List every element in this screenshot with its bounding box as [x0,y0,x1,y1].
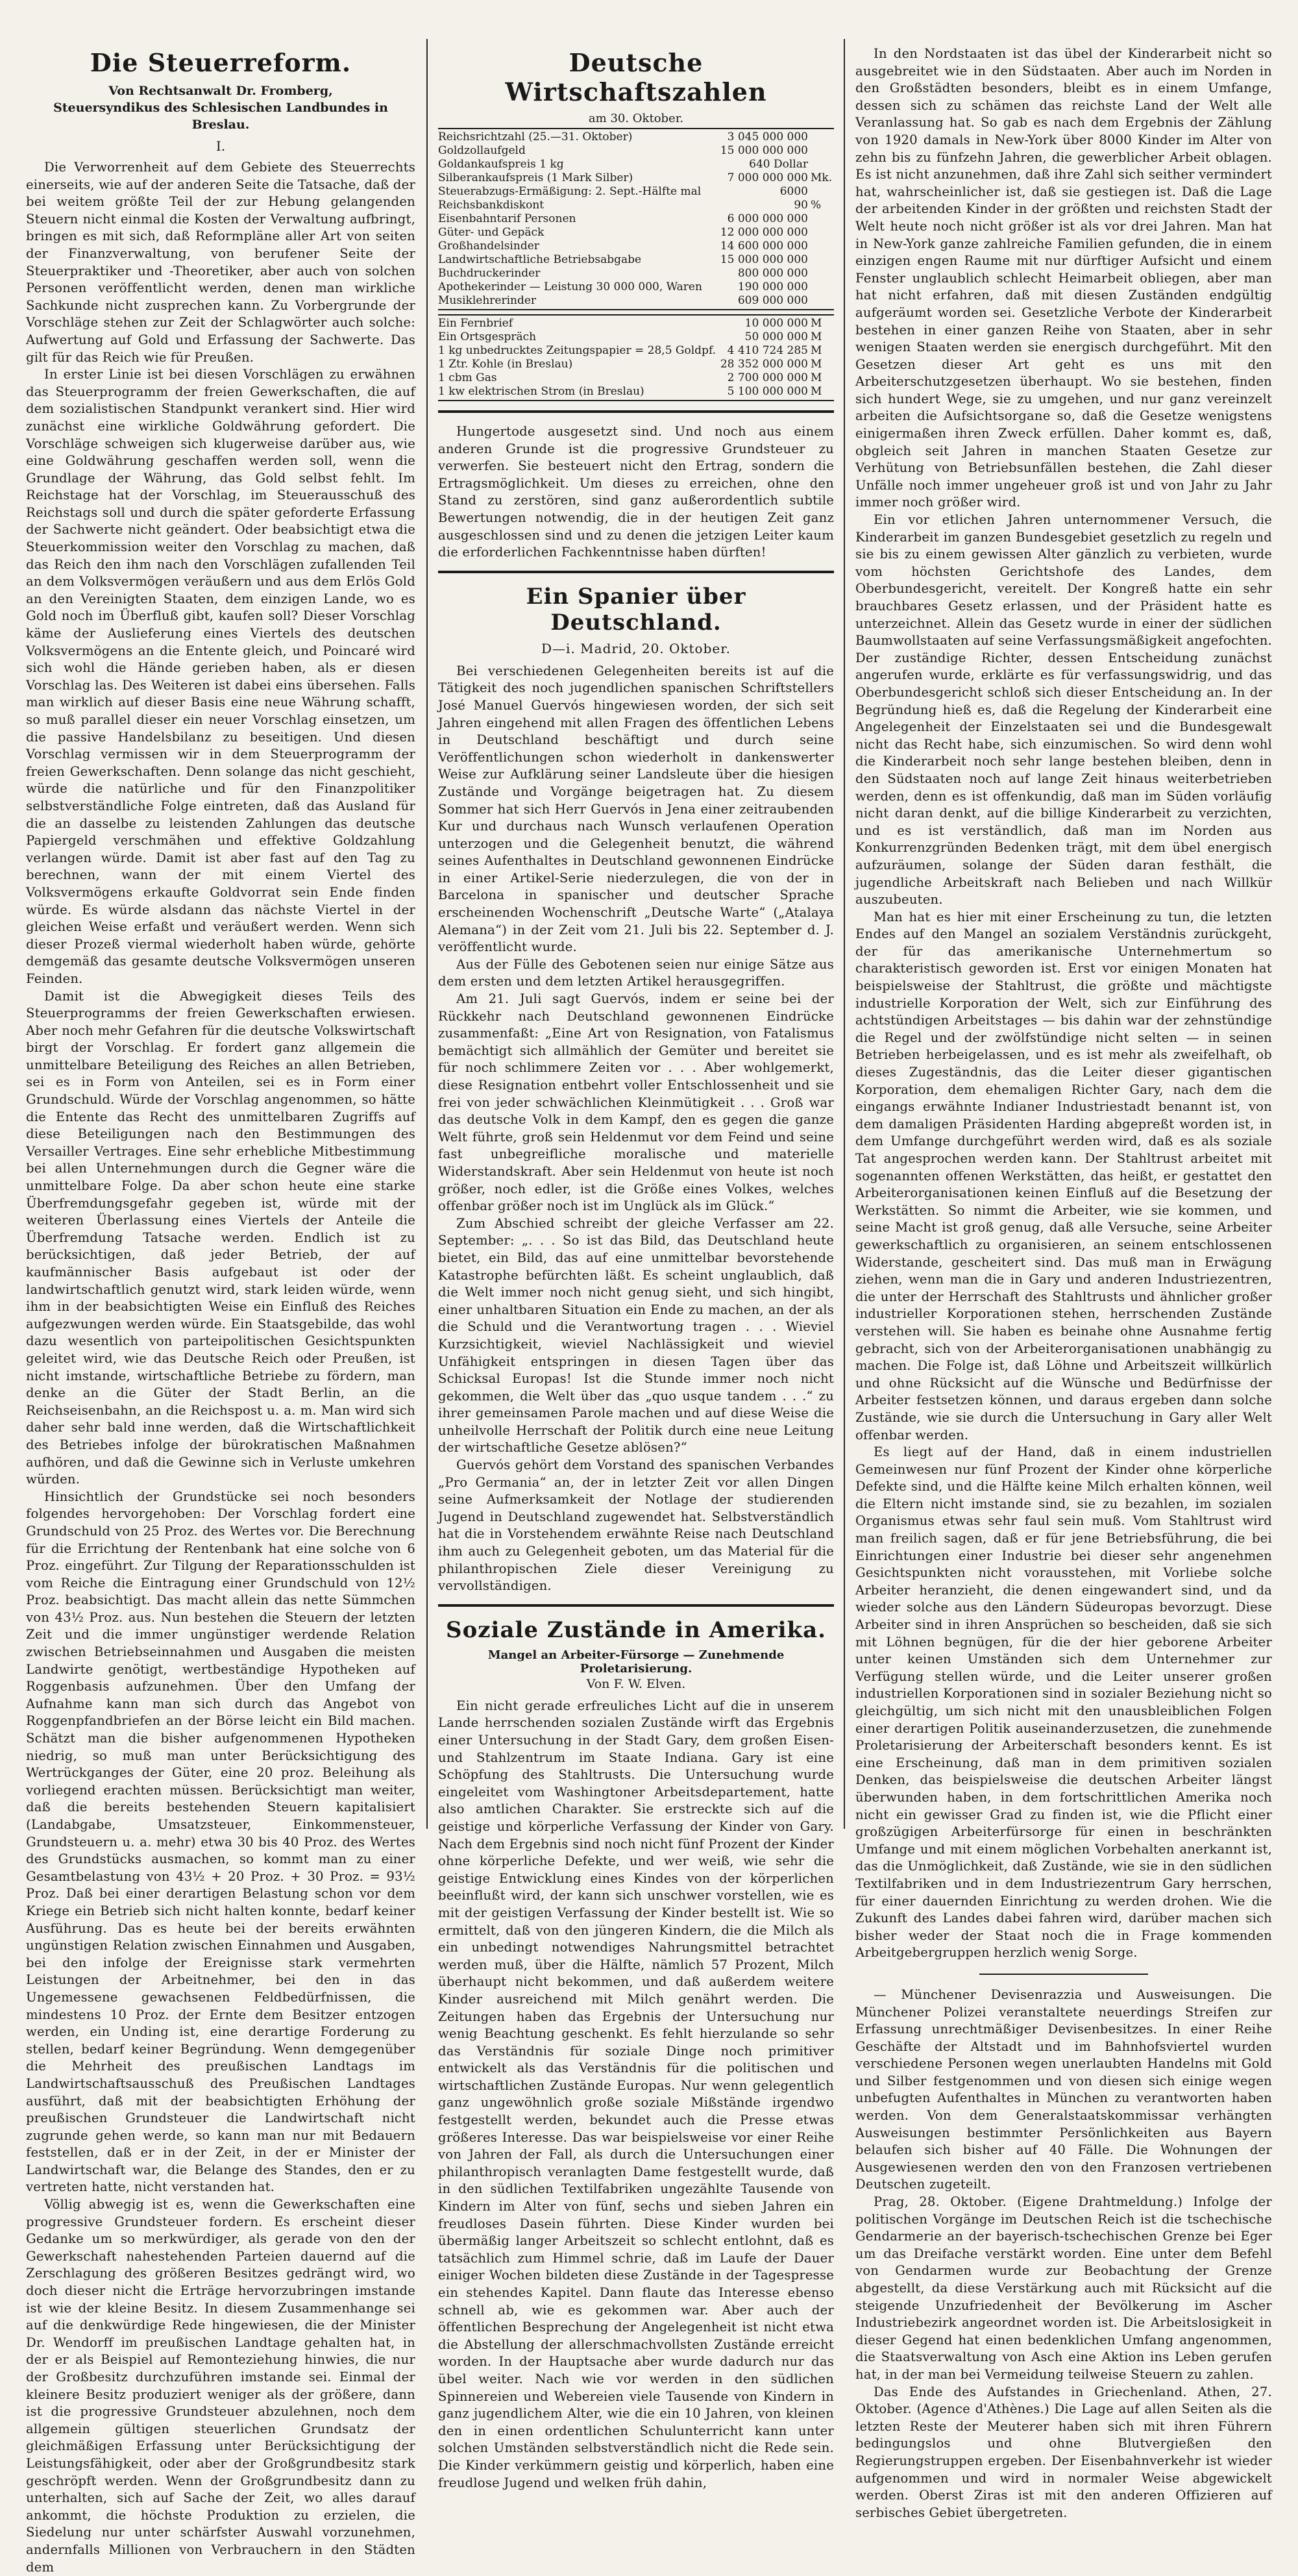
stats-label: Goldzollaufgeld [438,144,526,157]
stats-label: 1 Ztr. Kohle (in Breslau) [438,358,573,371]
article-paragraph: Ein vor etlichen Jahren unternommener Versuch, die Kinderarbeit im ganzen Bundesgebiet gesetzlich zu regeln und sie bis zu einem gewissen Alter gänzlich zu verbieten, wurde vom höchsten Gerichtshofe des Landes, dem Oberbundesgericht, vereitelt. Der Kongreß hatte ein sehr brauchbares Gesetz erlassen, und der Präsident hatte es unterzeichnet. Allein das Gesetz wurde in einer der südlichen Baumwollstaaten auf seine Verfassungsmäßigkeit angefochten. Der zuständige Richter, dessen Entscheidung zunächst angerufen wurde, erklärte es für verfassungswidrig, und das Oberbundesgericht schloß sich dieser Entscheidung an. In der Begründung hieß es, daß die Regelung der Kinderarbeit eine Angelegenheit der Einzelstaaten sei und die Bundesgewalt nicht das Recht habe, sich einzumischen. So wird denn wohl die Kinderarbeit noch sehr lange bestehen bleiben, denn in den Südstaaten noch auf lange Zeit hinaus weiterbetrieben werden, denn es ist offenkundig, daß man im Süden vorläufig nicht daran denkt, auf die billige Kinderarbeit zu verzichten, und es ist verständlich, daß man im Norden aus Konkurrenzgründen Bedenken trägt, mit dem übel energisch aufzuräumen, solange der Süden daran festhält, die jugendliche Arbeitskraft nach Belieben und nach Willkür auszubeuten. [855,512,1272,908]
article-paragraph: Zum Abschied schreibt der gleiche Verfasser am 22. September: „. . . So ist das Bild, das Deutschland heute bietet, ein Bild, das auf eine unmittelbar bevorstehende Katastrophe befürchten läßt. Es scheint unglaublich, daß die Welt immer noch nicht genug sieht, und sich hingibt, einer unhaltbaren Situation ein Ende zu machen, an der als die Schuld und die Verantwortung tragen . . . Wieviel Kurzsichtigkeit, wieviel Nachlässigkeit und wieviel Unfähigkeit entspringen in diesen Tagen über das Schicksal Europas! Ist die Stunde immer noch nicht gekommen, die Welt über das „quo usque tandem . . .“ zu ihrer gemeinsamen Parole machen und auf diese Weise die unheilvolle Herrschaft der Politik durch eine neue Leitung der wirtschaftliche Gesetze ablösen?“ [438,1215,834,1455]
stats-value: 90 [794,199,808,212]
stats-label: Reichsbankdiskont [438,199,545,212]
stats-unit [808,130,834,144]
article-paragraph: Aus der Fülle des Gebotenen seien nur einige Sätze aus dem ersten und dem letzten Artikel herausgegriffen. [438,956,834,989]
stats-unit: M [811,358,822,371]
article-headline: Ein Spanier über Deutschland. [526,583,746,636]
stats-value: 7 000 000 000 [727,171,808,184]
stats-value: 3 045 000 000 [727,130,808,143]
stats-row [438,144,834,158]
column-1 [26,45,415,2575]
stats-value: 6 000 000 000 [727,212,808,225]
stats-row [438,358,834,371]
stats-value: 2 700 000 000 [727,371,808,384]
article-paragraph: In den Nordstaaten ist das übel der Kinderarbeit nicht so ausgebreitet wie in den Südstaaten. Aber auch im Norden in den Großstädten besonders, bleibt es in einem Umfange, dessen sich zu schämen das reichste Land der Welt alle Veranlassung hat. So gab es nach dem Ergebnis der Zählung von 1920 damals in New-York über 8000 Kinder im Alter von zehn bis zu fünfzehn Jahren, die gewerblicher Arbeit oblagen. Es ist nicht anzunehmen, daß ihre Zahl sich seither vermindert hat, wahrscheinlicher ist, daß sie gestiegen ist. Daß die Lage der arbeitenden Kinder in der größten und reichsten Stadt der Welt heute noch nicht größer ist als vor drei Jahren. Man hat in New-York ganze zahlreiche Familien gefunden, die in einem einzigen engen Raume mit nur dürftiger Aufsicht und einem Fenster unglaublich schlecht Heimarbeit obliegen, aber man hat nicht erfahren, daß mit diesen Zuständen endgültig aufgeräumt worden sei. Gesetzliche Verbote der Kinderarbeit bestehen in einer ganzen Reihe von Staaten, aber in sehr wenigen Staaten werden sie energisch durchgeführt. Mit den Gesetzen dieser Art geht es uns mit den Arbeiterschutzgesetzen überhaupt. Wo sie bestehen, finden sich hundert Wege, sie zu umgehen, und nur ganz vereinzelt arbeiten die Aufsichtsorgane so, daß die Gesetze wenigstens einigermaßen ihren Zweck erfüllen. Daher kommt es, daß, obgleich seit Jahren in manchen Staaten Gesetze zur Verhütung von Betriebsunfällen bestehen, die Zahl dieser Unfälle noch immer ungeheuer groß ist und von Jahr zu Jahr immer noch größer wird. [855,46,1272,510]
article-paragraph: Hinsichtlich der Grundstücke sei noch besonders folgendes hervorgehoben: Der Vorschlag fordert eine Grundschuld von 25 Proz. des Wertes vor. Die Berechnung für die Errichtung der Rentenbank hat eine solche von 6 Proz. eingeführt. Zur Tilgung der Reparationsschulden ist vom Reiche die Eintragung einer Grundschuld von 12½ Proz. beabsichtigt. Das macht allein das nette Sümmchen von 43½ Proz. aus. Nun bestehen die Steuern der letzten Zeit und die immer ungünstiger werdende Relation zwischen Betriebseinnahmen und Ausgaben die meisten Landwirte genötigt, wertbeständige Hypotheken auf Roggenbasis aufzunehmen. Über den Umfang der Aufnahme kann man sich durch das Angebot von Roggenpfandbriefen an der Börse leicht ein Bild machen. Schätzt man die bisher aufgenommenen Hypotheken niedrig, so muß man unter Berücksichtigung des Wertrückganges der Güter, eine 20 proz. Beleihung als vorliegend erachten müssen. Berücksichtigt man weiter, daß die bereits bestehenden Steuern kapitalisiert (Landabgabe, Umsatzsteuer, Einkommensteuer, Grundsteuern u. a. mehr) etwa 30 bis 40 Proz. des Wertes des Grundstücks ausmachen, so kommt man zu einer Gesamtbelastung von 43½ + 20 Proz. + 30 Proz. = 93½ Proz. Daß bei einer derartigen Belastung schon vor dem Kriege ein Betrieb sich nicht halten konnte, bedarf keiner Ausführung. Das es heute bei der bereits erwähnten ungünstigen Relation zwischen Einnahmen und Ausgaben, bei den infolge der Ereignisse stark vermehrten Leistungen der Arbeitnehmer, bei den in das Ungemessene gewachsenen Feldbedürfnissen, die mindestens 10 Proz. der Ernte dem Besitzer entzogen werden, ein Unding ist, eine derartige Forderung zu stellen, bedarf keiner Begründung. Wenn demgegenüber die Mehrheit des preußischen Landtags im Landwirtschaftsausschuß des Preußischen Landtages ausführt, daß mit der beabsichtigten Erhöhung der preußischen Grundsteuer die Landwirtschaft nicht zugrunde gehen werde, so kann man nur mit Bedauern feststellen, daß er in der Zeit, in der er Minister der Landwirtschaft war, die Belange des Standes, den er zu vertreten hatte, nicht verstanden hat. [26,1489,415,2195]
stats-row [438,253,834,267]
stats-label: Musiklehrerinder [438,294,537,307]
divider [979,1974,1148,1975]
stats-table-prices [438,314,834,401]
divider [438,410,834,413]
stats-label: Goldankaufspreis 1 kg [438,158,564,171]
column-divider [844,39,845,1829]
column-2 [438,45,834,2490]
stats-value: 640 Dollar [749,158,808,171]
stats-label: Ein Ortsgespräch [438,330,537,343]
article-subhead: Mangel an Arbeiter-Fürsorge — Zunehmende Proletarisierung. [487,1648,785,1676]
stats-unit: % [811,199,822,212]
stats-label: Apothekerinder — Leistung 30 000 000, Waren [438,280,702,293]
stats-label: 1 cbm Gas [438,371,497,384]
stats-row [438,344,834,358]
byline [26,82,415,133]
article-paragraph: Damit ist die Abwegigkeit dieses Teils des Steuerprogramms der freien Gewerkschaften erwiesen. Aber noch mehr Gefahren für die deutsche Volkswirtschaft birgt der Vorschlag. Er fordert ganz allgemein die unmittelbare Beteiligung des Reiches an allen Betrieben, sei es in Form von Anteilen, sei es in Form einer Grundschuld. Würde der Vorschlag angenommen, so hätte die Entente das Recht des unmittelbaren Zugriffs auf diese Beteiligungen nach den Bestimmungen des Versailler Vertrages. Eine sehr erhebliche Mitbestimmung bei allen Unternehmungen durch die Gegner wäre die unmittelbare Folge. Da aber schon heute eine starke Überfremdungsgefahr gegeben ist, würde mit der weiteren Überlassung eines Viertels der Anteile die Überfremdung Tatsache werden. Endlich ist zu berücksichtigen, daß jeder Betrieb, der auf kaufmännischer Basis aufgebaut ist oder der landwirtschaftlich genutzt wird, stark leiden würde, wenn ihm in der beabsichtigten Weise ein Einfluß des Reiches aufgezwungen werden würde. Ein Staatsgebilde, das wohl dazu wesentlich von parteipolitischen Gesichtspunkten geleitet wird, wie das Deutsche Reich oder Preußen, ist nicht imstande, wirtschaftliche Betriebe zu fördern, man denke an die Güter der Stadt Berlin, an die Reichseisenbahn, an die Reichspost u. a. m. Man wird sich daher sehr bald inne werden, daß die Wirtschaftlichkeit des Betriebes infolge der bürokratischen Maßnahmen aufhören, und daß die Gewinne sich in Verluste umkehren würden. [26,988,415,1487]
article-paragraph: Die Verworrenheit auf dem Gebiete des Steuerrechts einerseits, wie auf der anderen Seite die Tatsache, daß der bei weitem größte Teil der zur Hebung gelangenden Steuern nicht einmal die Kosten der Verwaltung aufbringt, bringen es mit sich, daß Reformpläne aller Art von seiten der Finanzverwaltung, von berufener Seite der Steuerpraktiker und -Theoretiker, aber auch von solchen Personen veröffentlicht werden, denen man wirkliche Sachkunde nicht zusprechen kann. Zu Vorbergrunde der Vorschläge stehen zur Zeit der Schlagwörter auch solche: Aufwertung auf Gold und Erfassung der Sachwerte. Das gilt für das Reich wie für Preußen. [26,160,415,365]
stats-label: Landwirtschaftliche Betriebsabgabe [438,253,642,266]
stats-headline: Deutsche Wirtschaftszahlen [505,48,767,106]
article-paragraph: Hungertode ausgesetzt sind. Und noch aus einem anderen Grunde ist die progressive Grundsteuer zu verwerfen. Sie besteuert nicht den Ertrag, sondern die Ertragsmöglichkeit. Um dieses zu erreichen, ohne den Stand zu zerstören, sind ganz außerordentlich subtile Bewertungen notwendig, die in der heutigen Zeit ganz ausgeschlossen sind und zu denen die jetzigen Leiter kaum die erforderlichen Fachkenntnisse haben dürften! [438,424,834,560]
stats-unit: Mk. [811,171,833,184]
stats-unit [808,144,834,158]
stats-unit: M [811,385,822,398]
stats-unit [808,226,834,240]
article-paragraph: Ein nicht gerade erfreuliches Licht auf die in unserem Lande herrschenden sozialen Zustände wirft das Ergebnis einer Untersuchung in der Stadt Gary, dem großen Eisen- und Stahlzentrum im Staate Indiana. Gary ist eine Schöpfung des Stahltrusts. Die Untersuchung wurde eingeleitet vom Washingtoner Arbeitsdepartement, hatte also amtlichen Charakter. Sie erstreckte sich auf die geistige und körperliche Verfassung der Kinder von Gary. Nach dem Ergebnis sind noch nicht fünf Prozent der Kinder ohne körperliche Defekte, und wer weiß, wie sehr die geistige Entwicklung eines Kindes von der körperlichen beeinflußt wird, der kann sich unschwer vorstellen, wie es mit der geistigen Verfassung der Kinder bestellt ist. Wie so ermittelt, daß von den jüngeren Kindern, die die Milch als ein unbedingt notwendiges Nahrungsmittel betrachtet werden muß, über die Hälfte, nämlich 57 Prozent, Milch überhaupt nicht bekommen, und daß außerdem weitere Kinder ausreichend mit Milch genährt werden. Die Zeitungen haben das Ergebnis der Untersuchung nur wenig Beachtung geschenkt. Es fehlt hierzulande so sehr das Verständnis für soziale Dinge noch primitiver entwickelt als das Verständnis für die politischen und wirtschaftlichen Zustände Europas. Nur wenn gelegentlich ganz ungewöhnlich große soziale Mißstände irgendwo festgestellt werden, bekundet auch die Presse etwas größeres Interesse. Das war beispielsweise vor einer Reihe von Jahren der Fall, als durch die Untersuchungen einer philanthropisch veranlagten Dame festgestellt wurde, daß in den südlichen Textilfabriken ungezählte Tausende von Kindern im Alter von fünf, sechs und sieben Jahren ein freudloses Dasein führten. Diese Kinder wurden bei übermäßig langer Arbeitszeit so schlecht entlohnt, daß es tatsächlich zum Himmel schrie, daß im Laufe der Dauer einiger Wochen bildeten diese Zustände in der Tagespresse ein stehendes Kapitel. Dann flaute das Interesse ebenso schnell ab, wie es gekommen war. Aber auch der öffentlichen Besprechung der Angelegenheit ist nicht etwa die Abstellung der allerschmachvollsten Zustände erreicht worden. In der Hauptsache aber wurde dadurch nur das übel weiter. Nach wie vor werden in den südlichen Spinnereien und Webereien viele Tausende von Kindern in ganz jugendlichem Alter, wie die ein 10 Jahren, von kleinen den in einen ordentlichen Schulunterricht kann unter solchen Umständen selbstverständlich nicht die Rede sein. Die Kinder verkümmern geistig und körperlich, haben eine freudlose Jugend und welken früh dahin, [438,1698,834,2490]
news-item: Prag, 28. Oktober. (Eigene Drahtmeldung.) Infolge der politischen Vorgänge im Deutschen Reich ist die tschechische Gendarmerie an der bayerisch-tschechischen Grenze bei Eger um das Dreifache verstärkt worden. Eine unter dem Befehl von Gendarmen wurde zur Beobachtung der Grenze abgestellt, da diese Verstärkung auch mit Rücksicht auf die steigende Unzufriedenheit der Bevölkerung im Ascher Industriebezirk angeordnet worden ist. Die Arbeitslosigkeit in dieser Gegend hat einen bedenklichen Umfang angenommen, die Staatsverwaltung von Asch eine Aktion ins Leben gerufen hat, in der man bei Vermeidung teilweise Steuern zu zahlen. [855,2194,1272,2382]
article-headline: Die Steuerreform. [90,48,352,77]
stats-label: Güter- und Gepäck [438,226,545,239]
article-paragraph: Man hat es hier mit einer Erscheinung zu tun, die letzten Endes auf den Mangel an sozialem Verständnis zurückgeht, der für das amerikanische Unternehmertum so charakteristisch geworden ist. Erst vor einigen Monaten hat beispielsweise der Stahltrust, die größte und mächtigste industrielle Korporation der Welt, sich zur Einführung des achtstündigen Arbeitstages — bis dahin war der zehnstündige die Regel und der zwölfstündige nicht selten — in seinen Betrieben herbeigelassen, und es ist mehr als zweifelhaft, ob dieses Zugeständnis, das die Leiter dieser gigantischen Korporation, dem ehemaligen Richter Gary, nach dem die eingangs erwähnte Indianer Industriestadt benannt ist, von dem damaligen Präsidenten Harding abgepreßt worden ist, in dem Umfange durchgeführt werden wird, daß es als soziale Tat angesprochen werden kann. Der Stahltrust arbeitet mit sogenannten offenen Werkstätten, das heißt, er gestattet den Arbeiterorganisationen keinen Einfluß auf die Besetzung der Werkstätten. So nimmt die Arbeiter, wie sie kommen, und seine Macht ist groß genug, daß alle Versuche, seine Arbeiter gewerkschaftlich zu organisieren, an seinem entschlossenen Widerstande, gescheitert sind. Das muß man in Erwägung ziehen, wenn man die in Gary und anderen Industriezentren, die unter der Herrschaft des Stahltrusts und ähnlicher großer industrieller Korporationen stehen, herrschenden Zustände verstehen will. Sie haben es beinahe ohne Ausnahme fertig gebracht, sich von der Arbeiterorganisationen unabhängig zu machen. Die Folge ist, daß Löhne und Arbeitszeit willkürlich und ohne Rücksicht auf die Wünsche und Bedürfnisse der Arbeiter festsetzen können, und daraus ergeben dann solche Zustände, wie sie durch die Untersuchung in Gary aller Welt offenbar werden. [855,909,1272,1443]
stats-unit [808,240,834,253]
stats-label: 1 kg unbedrucktes Zeitungspapier = 28,5 Goldpf. [438,344,716,357]
stats-unit [808,212,834,226]
article-paragraph: Am 21. Juli sagt Guervós, indem er seine bei der Rückkehr nach Deutschland gewonnenen Eindrücke zusammenfaßt: „Eine Art von Resignation, von Fatalismus bemächtigt sich allmählich der Gemüter und bereitet sie für noch schlimmere Zeiten vor . . . Aber wohlgemerkt, diese Resignation entbehrt voller Entschlossenheit und sie frei von jeder schwächlichen Kleinmütigkeit . . . Groß war das deutsche Volk in dem Kampf, den es gegen die ganze Welt führte, groß sein Heldenmut vor dem Feind und seine fast unbegreifliche moralische und materielle Widerstandskraft. Aber sein Heldenmut von heute ist noch größer, noch edler, ist die Größe eines Volkes, welches offenbar größer noch ist im Unglück als im Glück.“ [438,991,834,1214]
stats-label: Buchdruckerinder [438,267,541,280]
stats-row [438,330,834,344]
stats-label: Reichsrichtzahl (25.—31. Oktober) [438,130,633,143]
stats-row [438,385,834,399]
stats-unit [808,294,834,308]
news-item: Das Ende des Aufstandes in Griechenland. Athen, 27. Oktober. (Agence d'Athènes.) Die Lage auf allen Seiten als die letzten Reste der Meuterer haben sich mit ihren Führern bedingungslos und ohne Blutvergießen den Regierungstruppen ergeben. Der Eisenbahnverkehr ist wieder aufgenommen und wird in normaler Weise abgewickelt werden. Oberst Ziras ist mit den anderen Offizieren auf serbisches Gebiet übergetreten. [855,2384,1272,2520]
article-paragraph: Guervós gehört dem Vorstand des spanischen Verbandes „Pro Germania“ an, der in letzter Zeit vor allen Dingen seine Aufmerksamkeit der Notlage der studierenden Jugend in Deutschland zugewendet hat. Selbstverständlich hat die in Vorstehendem erwähnte Reise nach Deutschland ihm auch zu Gelegenheit geboten, um das Material für die philanthropischen Ziele dieser Vereinigung zu vervollständigen. [438,1457,834,1594]
stats-label: Steuerabzugs-Ermäßigung: 2. Sept.-Hälfte mal [438,185,702,198]
article-paragraph: Bei verschiedenen Gelegenheiten bereits ist auf die Tätigkeit des noch jugendlichen spanischen Schriftstellers José Manuel Guervós hingewiesen worden, der sich seit Jahren eingehend mit allen Fragen des öffentlichen Lebens in Deutschland beschäftigt und durch seine Veröffentlichungen schon wiederholt in dankenswerter Weise zur Aufklärung seiner Landsleute über die hiesigen Zustände und Vorgänge beigetragen hat. Zu diesem Sommer hat sich Herr Guervós in Jena einer zeitraubenden Kur und durchaus nach Wunsch verlaufenen Operation unterzogen und die Gelegenheit benutzt, die während seines Aufenthaltes in Deutschland gewonnenen Eindrücke in einer Artikel-Serie niederzulegen, die von der in Barcelona in spanischer und deutscher Sprache erscheinenden Wochenschrift „Deutsche Warte“ („Atalaya Alemana“) in der Zeit vom 21. Juli bis 22. September d. J. veröffentlicht wurde. [438,663,834,955]
dateline: D—i. Madrid, 20. Oktober. [541,640,731,656]
stats-row [438,294,834,308]
stats-date: am 30. Oktober. [588,112,684,125]
column-3 [855,45,1272,2520]
stats-row [438,212,834,226]
stats-value: 5 100 000 000 [727,385,808,398]
stats-row [438,158,834,171]
stats-row [438,130,834,144]
stats-unit: M [811,344,822,357]
stats-value: 14 600 000 000 [720,240,808,253]
stats-label: Eisenbahntarif Personen [438,212,576,225]
stats-table-economy [438,128,834,310]
stats-row [438,185,834,199]
stats-label: Großhandelsinder [438,240,539,253]
stats-row [438,199,834,212]
stats-label: Silberankaufspreis (1 Mark Silber) [438,171,633,184]
stats-row [438,317,834,330]
article-author: Von F. W. Elven. [586,1676,686,1691]
stats-row [438,226,834,240]
stats-row [438,280,834,294]
stats-unit [808,253,834,267]
news-item: — Münchener Devisenrazzia und Ausweisungen. Die Münchener Polizei veranstaltete neuerdings Streifen zur Erfassung unrechtmäßiger Devisenbesitzes. In einer Reihe Geschäfte der Altstadt und im Bahnhofsviertel wurden verschiedene Personen wegen unerlaubten Handelns mit Gold und Silber festgenommen und von diesen sich einige wegen unbefugten Aufenthaltes in München zu verantworten haben werden. Von dem Generalstaatskommissar verhängten Ausweisungen bestimmter Persönlichkeiten aus Bayern belaufen sich bisher auf 40 Fälle. Die Wohnungen der Ausgewiesenen werden den von den Franzosen vertriebenen Deutschen zugeteilt. [855,1987,1272,2192]
stats-value: 609 000 000 [737,294,808,307]
column-divider [426,39,428,1829]
article-paragraph: In erster Linie ist bei diesen Vorschlägen zu erwähnen das Steuerprogramm der freien Gewerkschaften, die auf dem sozialistischen Standpunkt verankert sind. Hier wird zunächst eine wirkliche Goldwährung gefordert. Die Vorschläge schweigen sich klugerweise darüber aus, wie eine Goldwährung geschaffen werden soll, wenn die Grundlage der Währung, das Gold selbst fehlt. Im Reichstage hat der Vorschlag, im Steuerausschuß des Reichstags soll und durch die später geforderte Erfassung der Sachwerte nicht geändert. Oder beabsichtigt etwa die Steuerkommission weiter den Vorschlag zu machen, daß das Reich den ihm nach den Vorschlägen zufallenden Teil an dem Volksvermögen veräußern und aus dem Erlös Gold an den Vereinigten Staaten, dem einzigen Lande, wo es Gold noch im Überfluß gibt, kaufen soll? Dieser Vorschlag käme der Auslieferung eines Viertels des deutschen Volksvermögens an die Entente gleich, und Poincaré wird sich wohl die Hände gerieben haben, als er diesen Vorschlag las. Des Weiteren ist dabei eins übersehen. Falls man wirklich auf dieser Basis eine neue Währung schafft, so muß parallel dieser ein neuer Vorschlag einsetzen, um die passive Handelsbilanz zu beseitigen. Und diesen Vorschlag vermissen wir in dem Steuerprogramm der freien Gewerkschaften. Denn solange das nicht geschieht, würde die natürliche und für den Finanzpolitiker selbstverständliche Folge eintreten, daß das Ausland für die an dasselbe zu leistenden Zahlungen das deutsche Papiergeld verschmähen und effektive Goldzahlung verlangen würde. Damit ist aber fast auf den Tag zu berechnen, wann der mit einem Viertel des Volksvermögens erkaufte Goldvorrat sein Ende finden würde. Es würde alsdann das nächste Viertel in der gleichen Weise erfaßt und veräußert werden. Wenn sich dieser Prozeß viermal wiederholt haben würde, gehörte demgemäß das gesamte deutsche Volksvermögen unseren Feinden. [26,367,415,986]
article-headline: Soziale Zustände in Amerika. [446,1616,826,1643]
stats-value: 10 000 000 [744,317,808,330]
stats-value: 190 000 000 [737,280,808,293]
stats-unit [808,280,834,294]
byline-author: Von Rechtsanwalt Dr. Fromberg, [108,84,333,98]
stats-value: 4 410 724 285 [727,344,808,357]
divider [438,1604,834,1607]
stats-row [438,371,834,385]
stats-value: 6000 [779,185,808,198]
article-paragraph: Es liegt auf der Hand, daß in einem industriellen Gemeinwesen nur fünf Prozent der Kinder ohne körperliche Defekte sind, und die Hälfte keine Milch erhalten können, weil die Eltern nicht imstande sind, sie zu bezahlen, im sozialen Organismus etwas sehr faul sein muß. Vom Stahltrust wird man freilich sagen, daß er für jene Betriebsführung, die bei Einrichtungen einer Industrie bei dieser sehr angenehmen Gesichtspunkten nicht vorausstehen, mit Vorliebe solche Arbeiter heranzieht, die denen eingewandert sind, und da wieder solche aus den Ländern Südeuropas bevorzugt. Diese Arbeiter sind in ihren Ansprüchen so bescheiden, daß sie sich mit Löhnen begnügen, für die der hier geborene Arbeiter unter keinen Umständen sich dem Unternehmer zur Verfügung stellen würde, und die Leiter unserer großen industriellen Korporationen sind in sozialer Beziehung nicht so gleichgültig, um sich nicht mit den unausbleiblichen Folgen einer derartigen Politik auseinanderzusetzen, die zunehmende Proletarisierung der Arbeiterschaft besonders kennt. Es ist eine Erscheinung, daß man in dem primitiven sozialen Denken, das beispielsweise die deutschen Arbeiter längst überwunden haben, in dem fortschrittlichen Amerika noch nicht ein gewisser Grad zu finden ist, wie die Pflicht einer großzügigen Arbeiterfürsorge für einen in beschränkten Umfange und mit einem möglichen Vorbehalten anerkannt ist, das die Unmöglichkeit, daß Zustände, wie sie in den südlichen Textilfabriken und in dem Industriezentrum Gary herrschen, für einer dauernden Einrichtung zu werden drohen. Wie die Zukunft des Landes dabei fahren wird, darüber machen sich bisher weder der Staat noch die in Frage kommenden Arbeitgebergruppen herzlich wenig Sorge. [855,1444,1272,1961]
divider [438,571,834,573]
byline-affiliation: Steuersyndikus des Schlesischen Landbundes in Breslau. [53,101,388,132]
stats-unit: M [811,317,822,330]
stats-label: 1 kw elektrischen Strom (in Breslau) [438,385,644,398]
stats-label: Ein Fernbrief [438,317,513,330]
stats-unit [808,185,834,199]
stats-value: 15 000 000 000 [720,144,808,157]
stats-value: 800 000 000 [737,267,808,280]
stats-unit [808,267,834,280]
stats-row [438,240,834,253]
stats-value: 28 352 000 000 [720,358,808,371]
stats-value: 12 000 000 000 [720,226,808,239]
stats-row [438,267,834,280]
stats-unit: M [811,330,822,343]
stats-unit: M [811,371,822,384]
stats-row [438,171,834,185]
article-paragraph: Völlig abwegig ist es, wenn die Gewerkschaften eine progressive Grundsteuer fordern. Es erscheint dieser Gedanke um so merkwürdiger, als gerade von den der Gewerkschaft nahestehenden Parteien dauernd auf die Zerschlagung des größeren Besitzes gedrängt wird, wo doch dieser nicht die Erträge hervorzubringen imstande ist wie der kleine Besitz. In diesem Zusammenhange sei auf die denkwürdige Rede hingewiesen, die der Minister Dr. Wendorff im preußischen Landtage gehalten hat, in der er als Beispiel auf Remonteziehung hinwies, die nur der Großbesitz durchzuführen imstande sei. Einmal der kleinere Besitz produziert weniger als der größere, dann ist die progressive Grundsteuer abzulehnen, noch dem allgemein gültigen steuerlichen Grundsatz der gleichmäßigen Erfassung unter Berücksichtigung der Leistungsfähigkeit, oder aber der Großgrundbesitz stark geschröpft werden. Wenn der Großgrundbesitz dann zu unterhalten, sich auf Sache der Zeit, wo alles darauf ankommt, die höchste Produktion zu erzielen, die Siedelung nur unter schärfster Auswahl vorzunehmen, andernfalls Millionen von Verbrauchern in den Städten dem [26,2197,415,2575]
section-number: I. [215,138,226,154]
stats-value: 50 000 000 [744,330,808,343]
stats-unit [808,158,834,171]
stats-value: 15 000 000 000 [720,253,808,266]
